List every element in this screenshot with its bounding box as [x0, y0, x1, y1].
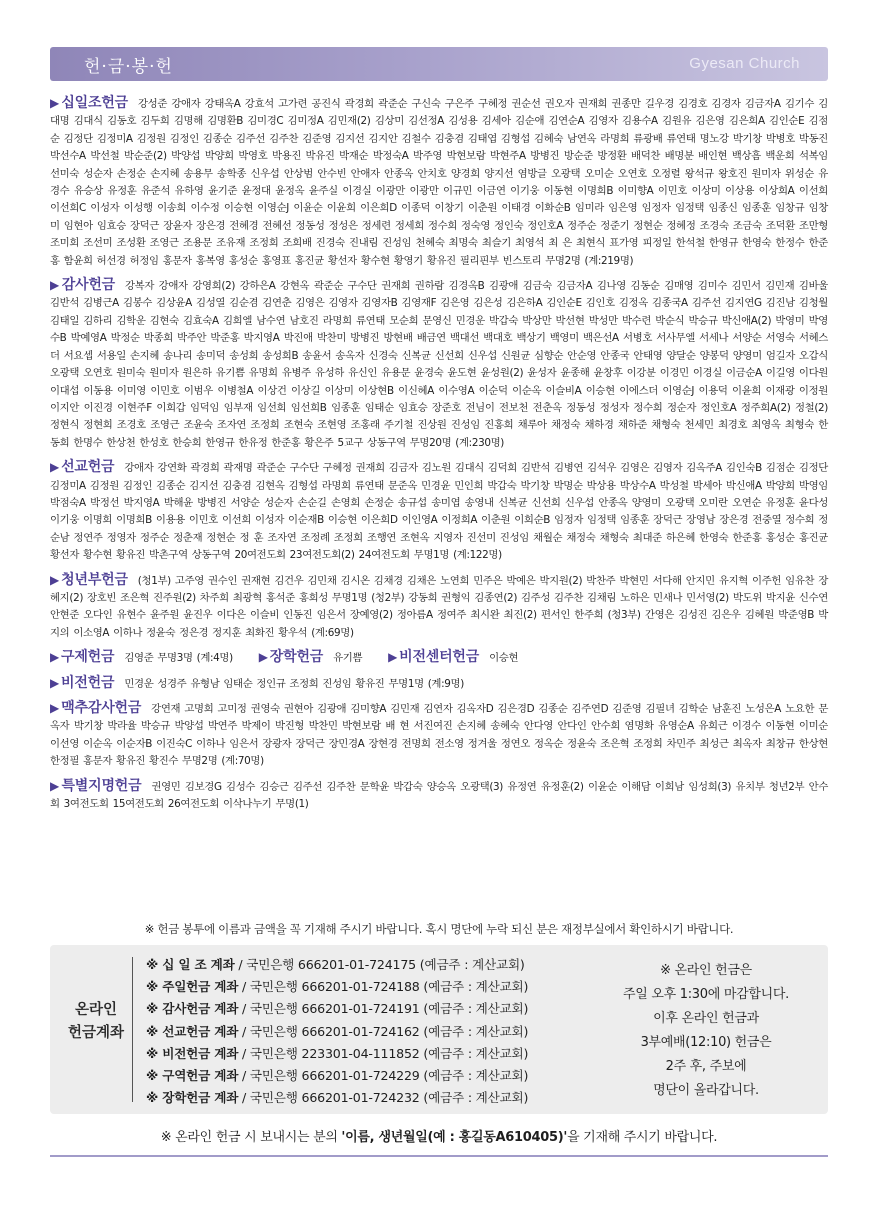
account-row: ※ 구역헌금 계좌 / 국민은행 666201-01-724229 (예금주 : 계산교회) [146, 1068, 529, 1084]
section-title: ▶ 맥추감사헌금 [50, 700, 142, 716]
account-row: ※ 감사헌금 계좌 / 국민은행 666201-01-724191 (예금주 : 계산교회) [146, 1001, 529, 1017]
online-label [60, 999, 132, 1045]
church-name: Gyesan Church [689, 55, 800, 72]
offering-inline-row [50, 649, 828, 667]
section-title: ▶ 선교헌금 [50, 459, 115, 476]
triangle-icon: ▶ [50, 278, 60, 293]
online-accounts-box [50, 945, 828, 1114]
note-line: 이후 온라인 헌금과 [653, 1011, 759, 1026]
offering-section-vision-center [388, 649, 519, 666]
donor-list: 강연재 고명희 고미정 권영숙 권현아 김광애 김미향A 김민재 김연자 김옥자D 김은경D 김종순 김주연D 김준영 김필녀 김학순 남훈진 노성은A 노요한 문옥자 박기창 박라율 박승규 박양섭 박연주 박제이 박진형 박찬민 박현보람 배 현 서진여진 손지혜 송혜숙 안다영 안다인 안수희 염명화 유영순A 유희근 이경수 이동현 이미순 이선영 이순옥 이순자B 이진숙C 이하나 임은서 장광자 장덕근 장민경A 장현경 전명희 전소영 정겨울 정연오 정옥순 정윤숙 조은혁 조정희 차민주 최성근 최옥자 최창규 한상현 한정필 홍문자 황유진 황진수 무명2명 (계:70명) [50, 703, 829, 768]
account-row: ※ 선교헌금 계좌 / 국민은행 666201-01-724162 (예금주 : 계산교회) [146, 1023, 529, 1039]
note-line: 2주 후, 주보에 [665, 1059, 747, 1074]
page-header [50, 47, 828, 81]
divider [132, 957, 133, 1102]
account-row: ※ 장학헌금 계좌 / 국민은행 666201-01-724232 (예금주 : 계산교회) [146, 1090, 529, 1106]
section-title: ▶ 감사헌금 [50, 277, 115, 294]
section-title: ▶ 비전센터헌금 [388, 649, 480, 666]
triangle-icon: ▶ [50, 650, 60, 665]
triangle-icon: ▶ [50, 572, 60, 587]
offering-section-relief [50, 649, 233, 666]
offering-lists [50, 95, 828, 820]
donor-list: 권영민 김보경G 김성수 김승근 김주선 김주찬 문학윤 박갑숙 양승옥 오광택(3) 유정연 유정훈(2) 이윤순 이해담 이희남 임성희(3) 유치부 청년2부 안수회 3여전도회 15여전도회 26여전도회 이삭나누기 무명(1) [50, 780, 829, 811]
triangle-icon: ▶ [388, 650, 398, 665]
triangle-icon: ▶ [50, 675, 60, 690]
section-title: ▶ 십일조헌금 [50, 95, 128, 111]
section-title: ▶ 구제헌금 [50, 649, 115, 666]
section-title: ▶ 특별지명헌금 [50, 777, 142, 794]
donor-list: 이승현 [489, 652, 519, 665]
note-line: 주일 오후 1:30에 마감합니다. [623, 987, 789, 1002]
bottom-rule [50, 1155, 828, 1157]
triangle-icon: ▶ [50, 96, 60, 110]
donor-list: 유기쁨 [333, 652, 363, 665]
section-title: ▶ 청년부헌금 [50, 571, 128, 588]
offering-section-thanks [50, 277, 828, 452]
offering-section-tithe [50, 95, 828, 270]
account-list [146, 954, 528, 1109]
envelope-notice: ※ 헌금 봉투에 이름과 금액을 꼭 기재해 주시기 바랍니다. 혹시 명단에 누락 되신 분은 재정부실에서 확인하시기 바랍니다. [144, 922, 734, 936]
triangle-icon: ▶ [258, 650, 268, 665]
offering-section-vision [50, 675, 828, 693]
note-line: 3부예배(12:10) 헌금은 [640, 1035, 772, 1050]
online-name-notice: ※ 온라인 헌금 시 보내시는 분의 '이름, 생년월일(예 : 홍길동A610405)'을 기재해 주시기 바랍니다. [160, 1130, 718, 1145]
triangle-icon: ▶ [50, 778, 60, 793]
donor-list: 강애자 강연화 곽경희 곽재명 곽준순 구수단 구혜정 권재희 김금자 김노원 김대식 김덕희 김반석 김병연 김석우 김영은 김영자 김옥주A 김인숙B 김점순 김정단 김정미A 김정원 김정인 김종순 김지선 김충겸 김현옥 김형섭 라명희 류연태 문준옥 민경윤 민인희 박갑숙 박기창 박명순 박상용 박상수A 박성철 박세아 박신애A 박양희 박영임 박점숙A 박정선 박지영A 박해윤 방병진 서양순 성순자 손순길 손영희 손정순 송규섭 송미엽 송영내 신복균 신선희 신우섭 안종옥 양영미 오광택 오미란 오연순 유정훈 윤다성 이기웅 이명희 이명희B 이용용 이민호 이선희 이성자 이순재B 이승현 이은희D 이인영A 이정희A 이춘원 이희순B 임정자 임정택 임종훈 장덕근 장영남 장은경 전중열 정수희 정순남 정연주 정영자 정주순 정춘재 정현순 정 훈 조자연 조정례 조정희 조행연 조현옥 지영자 진선미 진성임 채월순 채정숙 채형숙 최대준 하은혜 한영숙 한준홍 홍성순 홍진균 황선자 황수현 황유진 박촌구역 상동구역 20여전도회 23여전도회(2) 24여전도회 무명1명 (계:122명) [50, 462, 828, 562]
donor-list: 김영준 무명3명 (계:4명) [124, 652, 233, 665]
donor-list: (청1부) 고주영 권수인 권재현 김건우 김민채 김시온 김채경 김채은 노연희 민주은 박예은 박지원(2) 박찬주 박현민 서다해 안지민 유지혁 이주헌 임유찬 장혜지(2) 장호빈 조은혁 진주원(2) 차주희 최광혁 홍석준 홍희성 무명1명 (청2부) 강동희 권형익 김종연(2) 김주성 김주찬 김채림 노하은 민새나 민서영(2) 박도위 박지윤 신수연 안현준 오다인 유현수 윤주원 윤진우 이다은 이슬비 인동진 임은서 장예영(2) 정아름A 정여주 최시완 최진(2) 편서인 한주희 (청3부) 간영은 김성진 김은우 김혜원 박준영B 박지의 이소영A 이하나 정윤숙 정은경 정지훈 최화진 황우석 (계:69명) [50, 574, 829, 639]
account-row: ※ 주일헌금 계좌 / 국민은행 666201-01-724188 (예금주 : 계산교회) [146, 979, 529, 995]
section-title: ▶ 장학헌금 [258, 649, 324, 666]
page-title: 헌·금·봉·헌 [84, 57, 173, 77]
online-deadline-note [606, 959, 806, 1103]
triangle-icon: ▶ [50, 701, 60, 715]
note-line: ※ 온라인 헌금은 [660, 963, 752, 978]
online-label-line: 헌금계좌 [67, 1025, 125, 1041]
offering-section-mission [50, 459, 828, 564]
account-row: ※ 비전헌금 계좌 / 국민은행 223301-04-111852 (예금주 : 계산교회) [146, 1045, 529, 1061]
note-line: 명단이 올라갑니다. [653, 1083, 759, 1098]
donor-list: 강복자 강애자 강영희(2) 강하은A 강현옥 곽준순 구수단 권재희 권하람 김경옥B 김광애 김금숙 김금자A 김나영 김동순 김매영 김미수 김민서 김민재 김바울 김반석 김병근A 김봉수 김상윤A 김성열 김순겸 김연춘 김영은 김영자 김영자B 김영재F 김은영 김은성 김은하A 김인순E 김인호 김정옥 김종국A 김주선 김지연G 김진남 김청월 김태일 김하리 김학운 김현숙 김효숙A 김희엘 남수연 남호진 라명희 류연태 모순희 문영신 민경운 박갑숙 박상만 박선현 박성만 박수련 박순식 박승규 박신애A(2) 박영미 박영수B 박예영A 박정순 박종희 박주안 박준홍 박지영A 박진애 박찬미 방병진 방현배 배금연 백대선 백대호 백상기 백영미 백은선A 서병호 서사무엘 서세나 서양순 서영숙 서혜스더 서요셉 서용일 손지혜 송나리 송미덕 송성희 송성희B 송윤서 송옥자 신경숙 신복균 신선희 신우섭 신원균 심향순 안순영 안종국 안태영 양달순 양봉덕 양영미 엄길자 오갑식 오광택 오연호 원미숙 원미자 원은하 유기쁨 유명희 유병주 유성하 유신인 유용문 윤경숙 윤도현 윤성원(2) 윤성자 윤종해 윤창후 이강분 이경민 이경실 이금순A 이길영 이다원 이대섭 이동용 이미영 이민호 이범우 이병철A 이상건 이상길 이상미 이상현B 이신혜A 이수영A 이순덕 이순옥 이슬비A 이승현 이에스더 이영순J 이용덕 이윤희 이재광 이정원 이지안 이진경 이현주F 이희갑 임덕임 임부재 임선희 임선희B 임종훈 임태순 임효승 장준호 전님이 전보천 전춘옥 정동성 정성자 정수희 정순자 정인호A 정주희A(2) 정철(2) 정현식 정현희 조경호 조영근 조윤숙 조자연 조정희 조현숙 조현영 조홍래 주기철 진상원 진성임 진홍희 채루아 채정숙 채하경 채하준 채형숙 천세민 최경호 최영옥 최형숙 한동희 한명수 한상천 한성호 한승희 한영규 한유정 한준홍 황은주 5교구 상동구역 무명20명 (계:230명) [50, 280, 828, 449]
section-title: ▶ 비전헌금 [50, 674, 115, 691]
offering-section-harvest [50, 700, 828, 771]
donor-list: 강성준 강애자 강태옥A 강효석 고가련 공진식 곽경희 곽준순 구신숙 구은주 구혜정 권순선 권오자 권재희 권종만 길우경 김경호 김경자 김금자A 김기수 김대명 김대식 김동호 김두희 김명해 김명환B 김미경C 김미정A 김민재(2) 김상미 김선정A 김성용 김세아 김순애 김연순A 김영자 김용수A 김원유 김은영 김은희A 김인순E 김점순 김정단 김정미A 김정원 김정인 김종순 김주선 김주찬 김준영 김지선 김지안 김철수 김충겸 김태엽 김형섭 김혜숙 남연옥 라명희 류광배 류연태 명노강 박기창 박병호 박동진 박선수A 박선철 박순준(2) 박양섭 박양희 박영호 박용진 박유진 박재순 박정숙A 박주영 박현보람 박현주A 방병진 방순준 방정환 배덕찬 배명분 배인현 백상흠 백운희 석복임 선미숙 성순자 손정순 손지혜 송용무 송학종 신우섭 안상범 안수빈 안애자 안종옥 안치호 양경희 양지선 염방글 오광택 오미순 오연호 오정렬 왕석규 왕호진 원미자 위성순 유경수 유승상 유정훈 유준석 유하영 윤기준 윤정대 윤정옥 윤주실 이경실 이광만 이광만 이규민 이금연 이기웅 이동현 이명희B 이미향A 이민호 이상미 이상용 이상희A 이선희 이선희C 이성자 이성행 이송희 이수정 이승현 이영순J 이윤순 이윤희 이은희D 이종덕 이창기 이춘원 이태경 이화순B 임미라 임은영 임정자 임정택 임종신 임종훈 임창규 임창미 임현아 임효승 장덕근 장윤자 장은경 전혜경 전혜선 정동성 정성은 정세련 정세희 정수희 정숙영 정인숙 정인호A 정주순 정준기 정현순 정혜정 조경숙 조금숙 조덕환 조만형 조미희 조선미 조성환 조영근 조용문 조유재 조정희 조희배 진경숙 진내림 진성임 천혜숙 최명숙 최슬기 최영석 최 은 최현식 표가영 피정일 한석철 한영규 한영숙 한정수 한준홍 함윤희 허선경 허정임 홍문자 홍복영 홍성순 홍영표 홍진균 황선자 황수현 황영기 황유진 필리핀부 빈스토리 무명2명 (계:219명) [50, 98, 828, 267]
triangle-icon: ▶ [50, 460, 60, 475]
donor-list: 민경운 성경주 유형남 임태순 정인규 조정희 진성임 황유진 무명1명 (계:9명) [124, 677, 464, 690]
online-label-line: 온라인 [74, 1002, 118, 1018]
offering-section-special [50, 778, 828, 814]
offering-section-scholarship [258, 649, 363, 666]
offering-section-youth [50, 572, 828, 643]
account-row: ※ 십 일 조 계좌 / 국민은행 666201-01-724175 (예금주 : 계산교회) [146, 957, 525, 972]
